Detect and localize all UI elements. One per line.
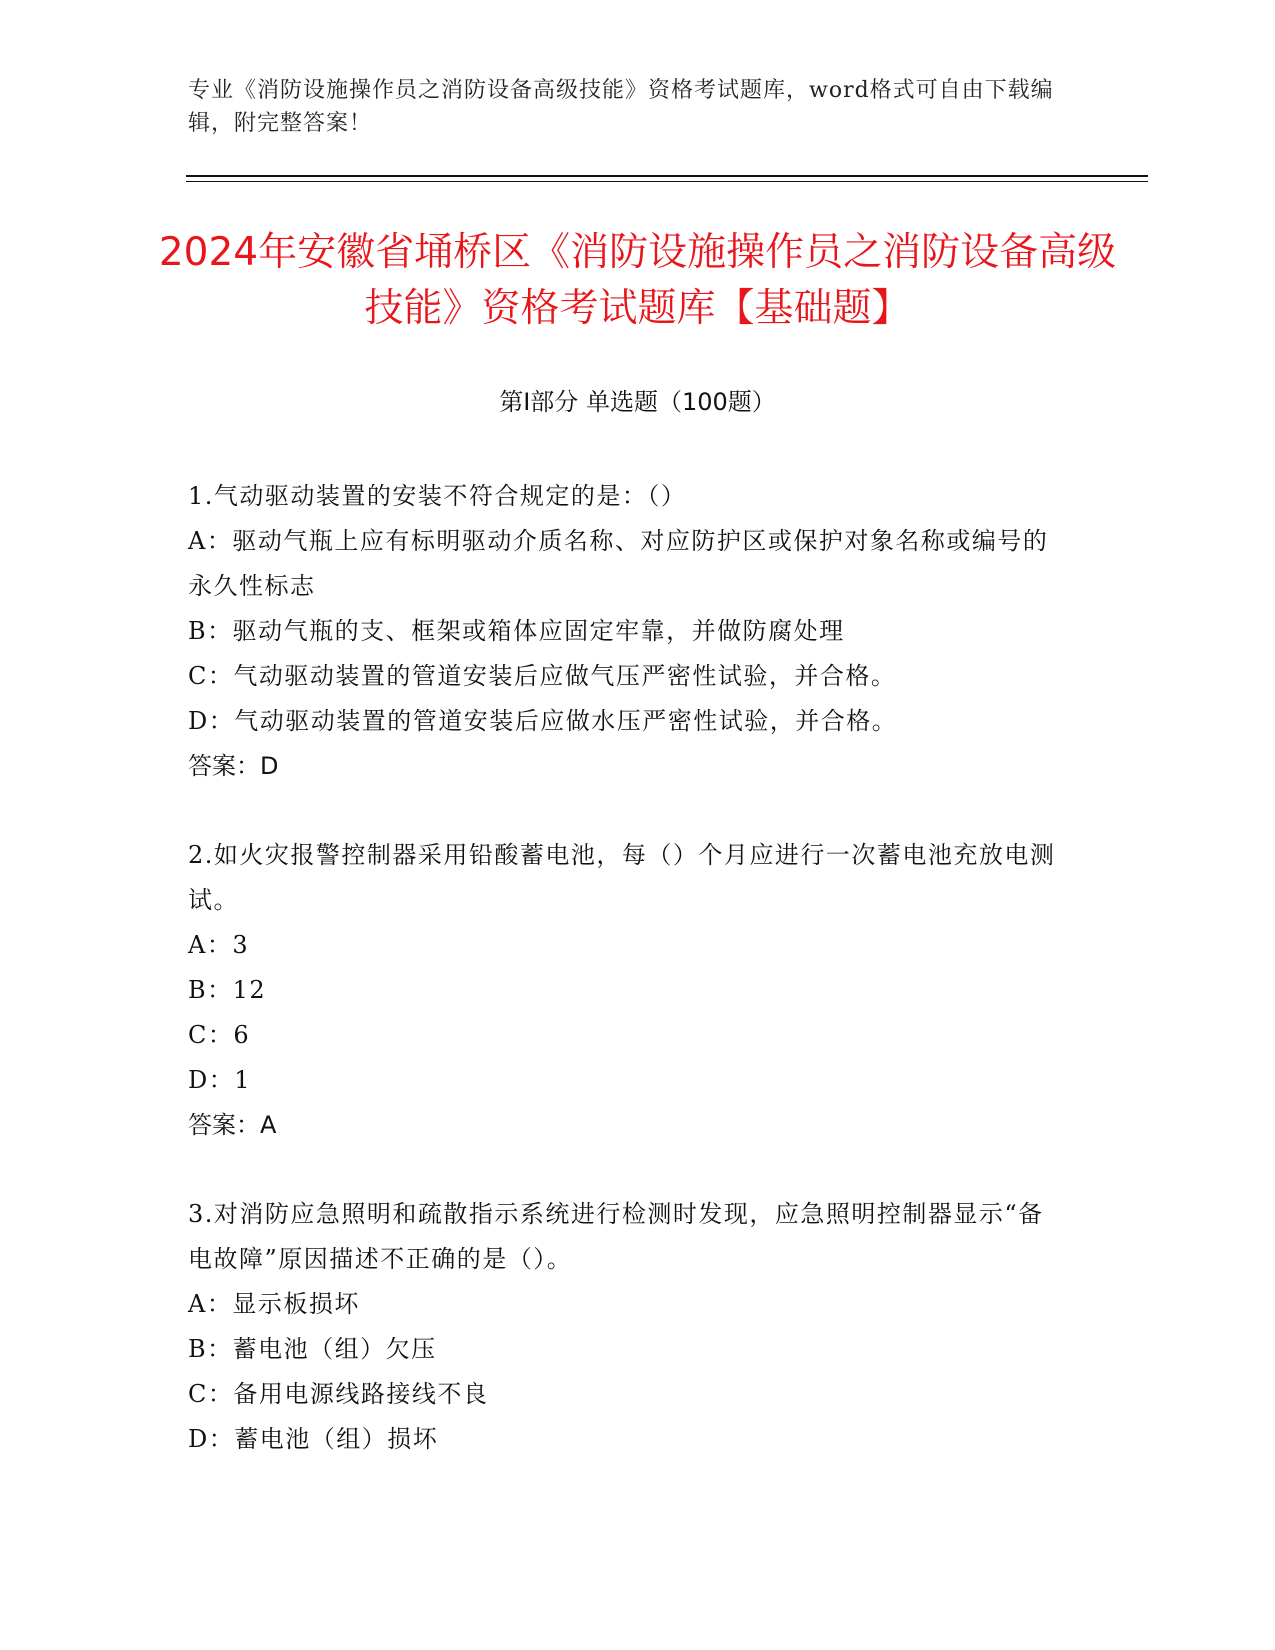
option-a: A：3 — [188, 931, 250, 959]
option-c: C：备用电源线路接线不良 — [188, 1380, 489, 1408]
question-2 — [188, 833, 1068, 1148]
question-stem: 2.如火灾报警控制器采用铅酸蓄电池，每（）个月应进行一次蓄电池充放电测试。 — [188, 841, 1056, 914]
header-divider-thin — [186, 181, 1148, 182]
section-title: 第I部分 单选题（100题） — [499, 388, 776, 416]
option-a: A：显示板损坏 — [188, 1290, 360, 1318]
document-title: 2024年安徽省埇桥区《消防设施操作员之消防设备高级技能》资格考试题库【基础题】 — [158, 230, 1117, 331]
option-a: A：驱动气瓶上应有标明驱动介质名称、对应防护区或保护对象名称或编号的永久性标志 — [188, 527, 1049, 600]
question-stem: 3.对消防应急照明和疏散指示系统进行检测时发现，应急照明控制器显示“备电故障”原因描述不正确的是（）。 — [188, 1200, 1044, 1273]
question-stem: 1.气动驱动装置的安装不符合规定的是：（） — [188, 482, 687, 510]
answer: 答案：A — [188, 1111, 277, 1139]
question-1 — [188, 474, 1068, 789]
option-c: C：气动驱动装置的管道安装后应做气压严密性试验，并合格。 — [188, 662, 897, 690]
option-b: B：蓄电池（组）欠压 — [188, 1335, 437, 1363]
option-d: D：蓄电池（组）损坏 — [188, 1425, 439, 1453]
header-divider-thick — [186, 175, 1148, 177]
question-list — [188, 474, 1068, 1506]
option-c: C：6 — [188, 1021, 251, 1049]
option-d: D：气动驱动装置的管道安装后应做水压严密性试验，并合格。 — [188, 707, 898, 735]
option-d: D：1 — [188, 1066, 252, 1094]
answer: 答案：D — [188, 752, 279, 780]
question-3 — [188, 1192, 1068, 1462]
option-b: B：12 — [188, 976, 267, 1004]
option-b: B：驱动气瓶的支、框架或箱体应固定牢靠，并做防腐处理 — [188, 617, 845, 645]
header-note: 专业《消防设施操作员之消防设备高级技能》资格考试题库，word格式可自由下载编辑，附完整答案！ — [188, 78, 1054, 136]
